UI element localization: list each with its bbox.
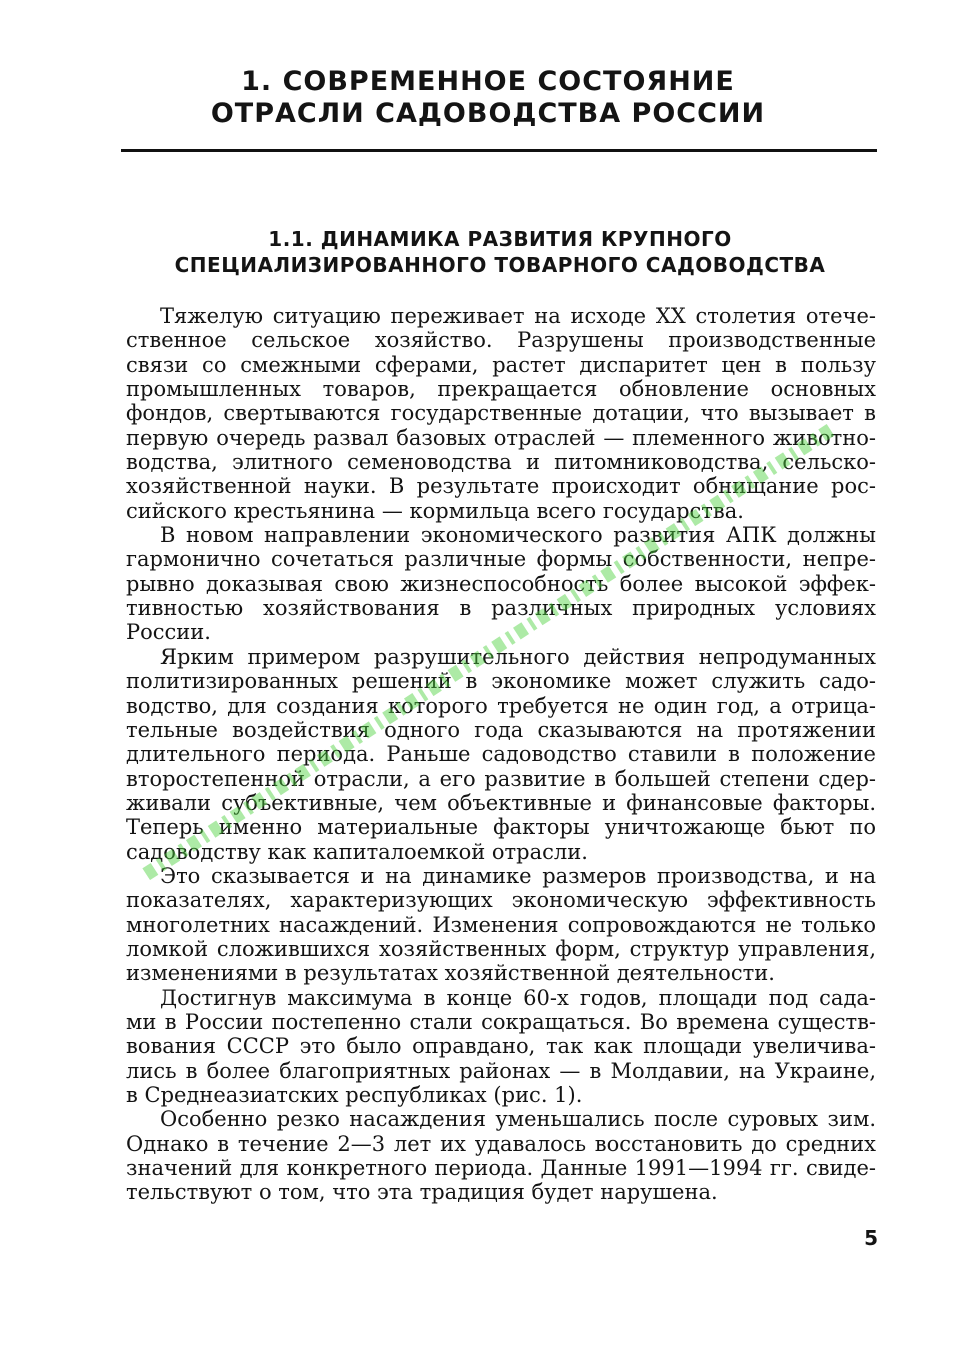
text-line: Однако в течение 2—3 лет их удавалось восстановить до средних xyxy=(126,1131,876,1156)
text-line: в Среднеазиатских республиках (рис. 1). xyxy=(126,1083,583,1107)
text-line: вования СССР это было оправдано, так как площади увеличива- xyxy=(126,1034,876,1059)
text-line: Теперь именно материальные факторы уничтожающе бьют по xyxy=(126,815,876,840)
text-line: Особенно резко насаждения уменьшались после суровых зим. xyxy=(160,1107,876,1132)
text-line: хозяйственной науки. В результате происходит обнищание рос- xyxy=(126,474,876,499)
text-line: тельствуют о том, что эта традиция будет нарушена. xyxy=(126,1180,718,1205)
body-text xyxy=(126,304,876,1205)
text-line: Ярким примером разрушительного действия непродуманных xyxy=(160,644,876,669)
text-line: живали субъективные, чем объективные и финансовые факторы. xyxy=(126,790,876,815)
page-number: 5 xyxy=(864,1226,878,1250)
text-line: связи со смежными сферами, растет диспаритет цен в пользу xyxy=(126,352,876,377)
text-line: политизированных решений в экономике может служить садо- xyxy=(126,669,876,694)
text-line: ломкой сложившихся хозяйственных форм, структур управления, xyxy=(126,936,876,961)
text-line: ственное сельское хозяйство. Разрушены производственные xyxy=(126,328,876,353)
text-line: второстепенной отрасли, а его развитие в большей степени сдер- xyxy=(126,766,876,791)
section-title-line: 1.1. ДИНАМИКА РАЗВИТИЯ КРУПНОГО xyxy=(268,227,732,251)
text-line: ми в России постепенно стали сокращаться. Во времена существ- xyxy=(126,1009,876,1034)
text-line: гармонично сочетаться различные формы собственности, непре- xyxy=(126,547,876,572)
section-title-line: СПЕЦИАЛИЗИРОВАННОГО ТОВАРНОГО САДОВОДСТВА xyxy=(174,253,826,277)
text-line: тельные воздействия одного года сказываются на протяжении xyxy=(126,717,876,742)
chapter-divider xyxy=(121,149,877,152)
text-line: показателях, характеризующих экономическую эффективность xyxy=(126,888,876,913)
chapter-title-line: 1. СОВРЕМЕННОЕ СОСТОЯНИЕ xyxy=(241,66,735,97)
text-line: промышленных товаров, прекращается обновление основных xyxy=(126,377,876,402)
text-line: водство, для создания которого требуется не один год, а отрица- xyxy=(126,693,876,718)
text-line: водства, элитного семеноводства и питомниководства, сельско- xyxy=(126,450,876,475)
chapter-title xyxy=(120,66,856,130)
text-line: значений для конкретного периода. Данные 1991—1994 гг. свиде- xyxy=(126,1156,876,1181)
text-line: фондов, свертываются государственные дотации, что вызывает в xyxy=(126,401,876,426)
section-title xyxy=(120,226,880,278)
text-line: первую очередь развал базовых отраслей — племенного животно- xyxy=(126,425,876,450)
text-line: сийского крестьянина — кормильца всего государства. xyxy=(126,498,744,523)
text-line: тивностью хозяйствования в различных природных условиях xyxy=(126,596,876,621)
text-line: Это сказывается и на динамике размеров производства, и на xyxy=(160,863,876,888)
text-line: многолетних насаждений. Изменения сопровождаются не только xyxy=(126,912,876,937)
text-line: В новом направлении экономического развития АПК должны xyxy=(160,523,876,548)
text-line: длительного периода. Раньше садоводство ставили в положение xyxy=(126,742,876,767)
text-line: России. xyxy=(126,620,211,645)
text-line: лись в более благоприятных районах — в Молдавии, на Украине, xyxy=(126,1058,876,1083)
text-line: Достигнув максимума в конце 60-х годов, площади под сада- xyxy=(160,985,876,1010)
text-line: рывно доказывая свою жизнеспособность более высокой эффек- xyxy=(126,571,876,596)
text-line: Тяжелую ситуацию переживает на исходе XX столетия отече- xyxy=(160,304,876,328)
chapter-title-line: ОТРАСЛИ САДОВОДСТВА РОССИИ xyxy=(210,98,766,129)
text-line: садоводству как капиталоемкой отрасли. xyxy=(126,839,588,864)
text-line: изменениями в результатах хозяйственной деятельности. xyxy=(126,961,775,986)
